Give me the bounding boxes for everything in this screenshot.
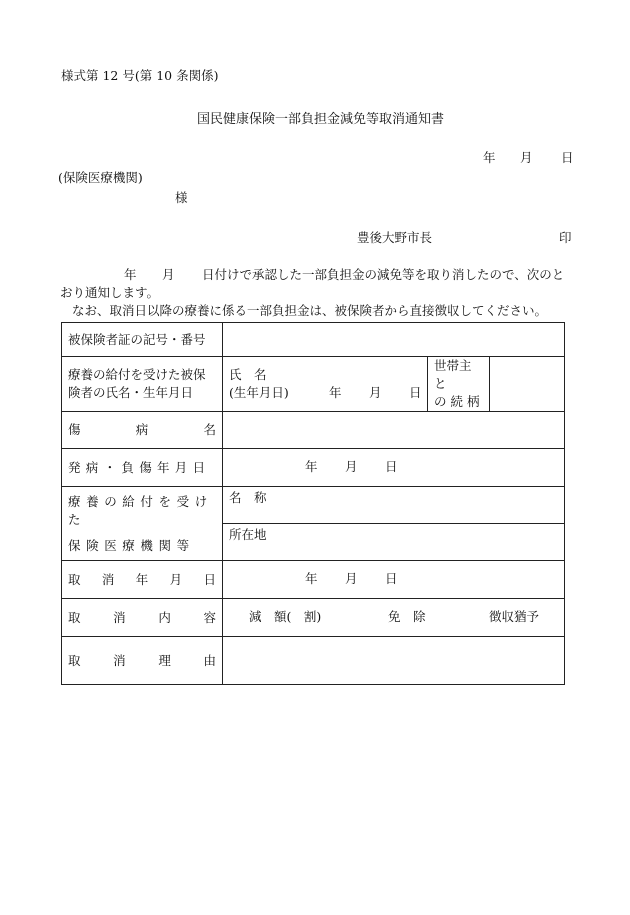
- body-line2-text: おり通知します。: [60, 285, 160, 300]
- facility-name-field[interactable]: [223, 487, 565, 524]
- insured-person-label: 療養の給付を受けた被保 険者の氏名・生年月日: [62, 357, 223, 412]
- body-line1-text: 日付けで承認した一部負担金の減免等を取り消したので、次のと: [202, 267, 565, 282]
- insurance-number-field[interactable]: [223, 323, 565, 357]
- facility-address-field[interactable]: [223, 524, 565, 561]
- row-facility-name: [62, 487, 565, 524]
- date-day-unit: 日: [561, 150, 574, 165]
- row-disease: [62, 412, 565, 449]
- onset-year-unit: 年: [305, 459, 318, 474]
- date-year-unit: 年: [483, 150, 496, 165]
- header-date-line: [483, 148, 574, 166]
- insured-person-name-field[interactable]: [223, 357, 428, 412]
- row-cancel-date: [62, 561, 565, 599]
- reduction-option[interactable]: 減 額( 割): [249, 609, 322, 624]
- recipient-label: (保険医療機関): [58, 170, 143, 185]
- facility-address-label: 所在地: [229, 527, 267, 542]
- recipient-sama: 様: [175, 190, 188, 205]
- facility-name-label: 名 称: [229, 490, 267, 505]
- birth-year-unit: 年: [329, 384, 342, 400]
- notice-paragraph: [60, 266, 575, 320]
- document-title: 国民健康保険一部負担金減免等取消通知書: [197, 112, 445, 127]
- row-cancel-reason: [62, 637, 565, 685]
- cancellation-form-table: [61, 322, 565, 685]
- name-label: 氏 名: [229, 366, 267, 382]
- birth-month-unit: 月: [369, 384, 382, 400]
- issuer-name: 豊後大野市長: [357, 230, 433, 245]
- onset-month-unit: 月: [345, 459, 358, 474]
- cancel-date-field[interactable]: [223, 561, 565, 599]
- deferral-option[interactable]: 徴収猶予: [489, 609, 540, 624]
- exemption-option[interactable]: 免 除: [388, 609, 426, 624]
- disease-label: 傷 病 名: [62, 412, 223, 449]
- form-number: 様式第 12 号(第 10 条関係): [61, 68, 219, 83]
- row-insured-person: [62, 357, 565, 412]
- cancel-content-label: 取 消 内 容: [62, 599, 223, 637]
- onset-date-field[interactable]: [223, 449, 565, 487]
- row-onset-date: [62, 449, 565, 487]
- birthdate-label: (生年月日): [229, 384, 289, 400]
- date-month-unit: 月: [520, 150, 533, 165]
- birth-day-unit: 日: [409, 384, 422, 400]
- seal-mark: 印: [559, 230, 572, 245]
- disease-field[interactable]: [223, 412, 565, 449]
- cancel-year-unit: 年: [305, 571, 318, 586]
- onset-day-unit: 日: [385, 459, 398, 474]
- cancel-reason-label: 取 消 理 由: [62, 637, 223, 685]
- cancel-date-label: 取 消 年 月 日: [62, 561, 223, 599]
- body-paragraph-2: なお、取消日以降の療養に係る一部負担金は、被保険者から直接徴収してください。: [72, 303, 548, 318]
- household-relation-label: 世帯主と の 続 柄: [428, 357, 490, 412]
- cancel-reason-field[interactable]: [223, 637, 565, 685]
- household-relation-field[interactable]: [490, 357, 565, 412]
- insurance-number-label: 被保険者証の記号・番号: [62, 323, 223, 357]
- onset-date-label: 発病・負傷年月日: [62, 449, 223, 487]
- row-insurance-number: [62, 323, 565, 357]
- cancel-content-field[interactable]: [223, 599, 565, 637]
- body-month-unit: 月: [162, 267, 175, 282]
- row-cancel-content: [62, 599, 565, 637]
- cancel-day-unit: 日: [385, 571, 398, 586]
- body-year-unit: 年: [124, 267, 137, 282]
- facility-label: 療養の給付を受けた 保険医療機関等: [62, 487, 223, 561]
- cancel-month-unit: 月: [345, 571, 358, 586]
